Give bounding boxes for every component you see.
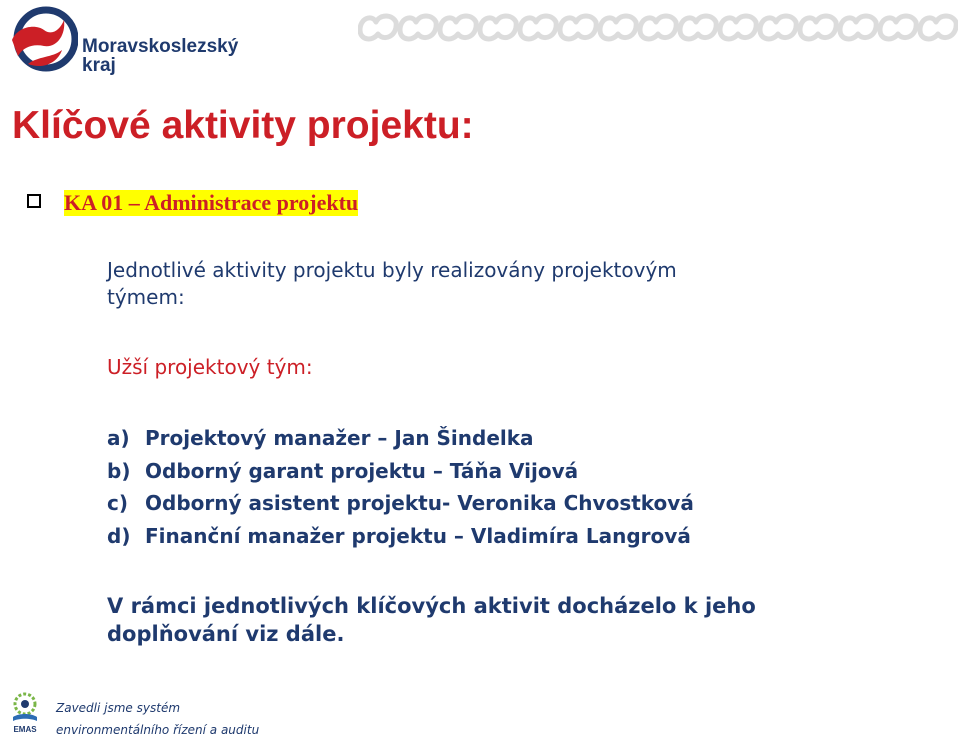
intro-paragraph bbox=[107, 257, 677, 311]
team-member-text: Finanční manažer projektu – Vladimíra Langrová bbox=[145, 523, 691, 548]
list-marker: d) bbox=[107, 523, 131, 548]
team-member bbox=[107, 422, 694, 455]
team-subheading: Užší projektový tým: bbox=[107, 355, 313, 379]
list-marker: a) bbox=[107, 426, 130, 450]
team-member bbox=[107, 487, 694, 520]
team-member bbox=[107, 455, 694, 488]
team-member bbox=[107, 520, 694, 553]
activity-label: KA 01 – Administrace projektu bbox=[64, 190, 359, 215]
outro-paragraph bbox=[107, 592, 756, 648]
team-list bbox=[107, 422, 694, 552]
team-member-text: Odborný garant projektu – Táňa Vijová bbox=[145, 458, 579, 483]
decorative-wave-pattern bbox=[358, 12, 958, 48]
logo-text-line2: kraj bbox=[82, 55, 116, 76]
team-member-text: Odborný asistent projektu- Veronika Chvostková bbox=[145, 491, 694, 515]
region-logo bbox=[8, 6, 248, 76]
list-marker: c) bbox=[107, 491, 128, 515]
team-member-text: Projektový manažer – Jan Šindelka bbox=[145, 426, 534, 450]
logo-text-line1: Moravskoslezský bbox=[82, 36, 239, 57]
region-emblem-icon bbox=[8, 6, 78, 76]
list-marker: b) bbox=[107, 458, 131, 483]
checkbox-icon bbox=[27, 194, 41, 208]
intro-line: Jednotlivé aktivity projektu byly realizovány projektovým bbox=[107, 258, 677, 282]
footer-text bbox=[56, 697, 259, 741]
logo-wordmark bbox=[82, 37, 238, 75]
outro-line: V rámci jednotlivých klíčových aktivit docházelo k jeho bbox=[107, 594, 756, 618]
outro-line: doplňování viz dále. bbox=[107, 622, 345, 646]
intro-line: týmem: bbox=[107, 285, 185, 309]
footer-line2: environmentálního řízení a auditu bbox=[56, 723, 260, 737]
slide-title: Klíčové aktivity projektu: bbox=[12, 104, 474, 147]
emas-label: EMAS bbox=[13, 725, 37, 734]
emas-logo-icon bbox=[8, 691, 42, 735]
footer-line1: Zavedli jsme systém bbox=[56, 701, 181, 715]
